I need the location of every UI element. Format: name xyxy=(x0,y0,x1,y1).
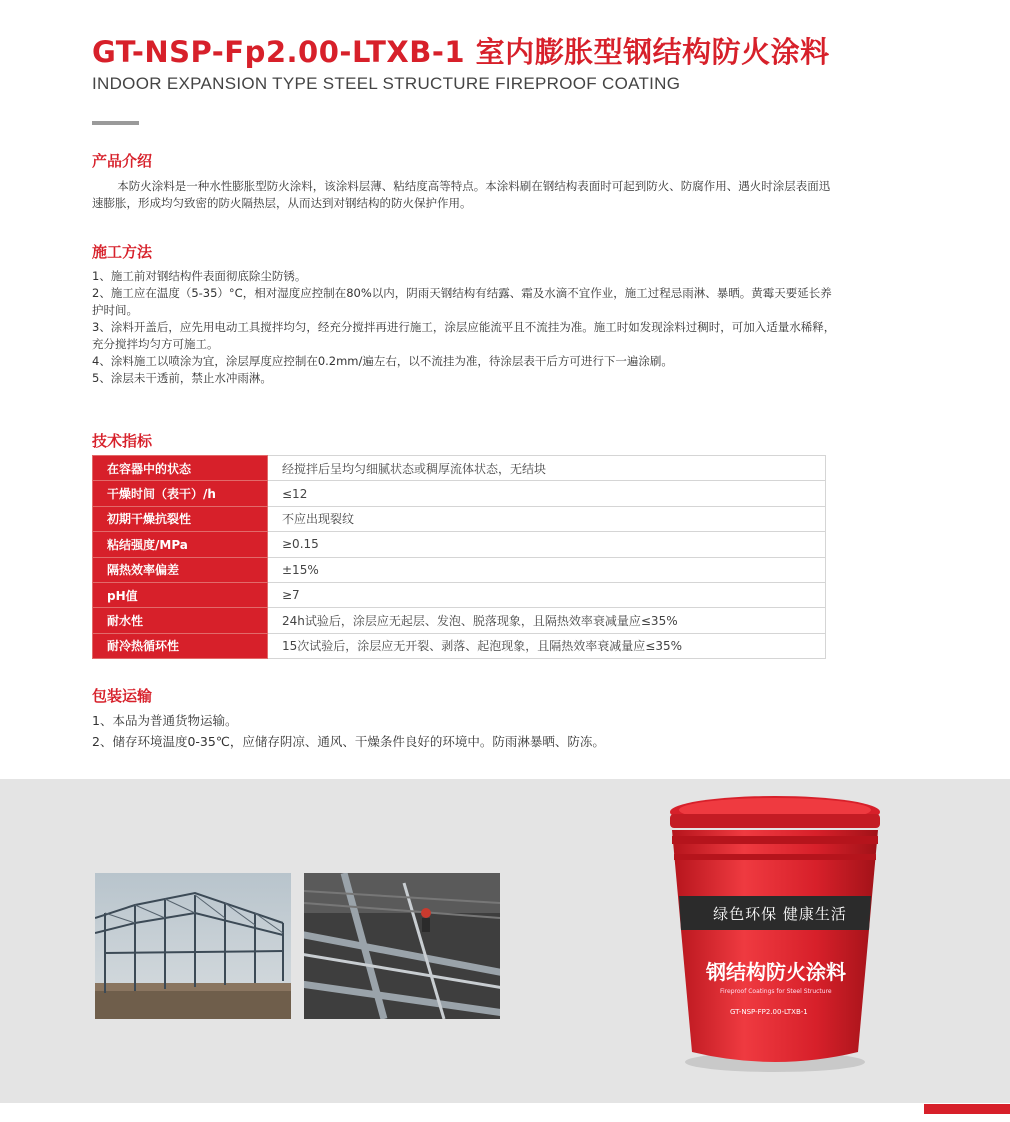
table-row xyxy=(93,582,826,607)
spec-table xyxy=(92,455,826,659)
table-row xyxy=(93,557,826,582)
title-divider xyxy=(92,121,139,125)
method-step: 1、施工前对钢结构件表面彻底除尘防锈。 xyxy=(92,269,307,283)
table-row xyxy=(93,532,826,557)
packaging-section xyxy=(92,710,837,752)
corner-accent-bar xyxy=(924,1104,1010,1114)
packaging-heading: 包装运输 xyxy=(92,687,153,705)
spec-value: 15次试验后，涂层应无开裂、剥落、起泡现象，且隔热效率衰减量应≤35% xyxy=(268,633,826,658)
spec-value: 不应出现裂纹 xyxy=(268,506,826,531)
table-row xyxy=(93,506,826,531)
page-subtitle: INDOOR EXPANSION TYPE STEEL STRUCTURE FIREPROOF COATING xyxy=(92,74,681,93)
spec-key: pH值 xyxy=(93,582,268,607)
spec-key: 隔热效率偏差 xyxy=(93,557,268,582)
intro-text: 本防火涂料是一种水性膨胀型防火涂料，该涂料层薄、粘结度高等特点。本涂料刷在钢结构表面时可起到防火、防腐作用、遇火时涂层表面迅速膨胀，形成均匀致密的防火隔热层，从而达到对钢结构的防火保护作用。 xyxy=(92,179,831,210)
bucket-model: GT-NSP-FP2.00-LTXB-1 xyxy=(730,1008,808,1016)
table-row xyxy=(93,633,826,658)
spec-value: ≥7 xyxy=(268,582,826,607)
method-section xyxy=(92,268,837,387)
table-row xyxy=(93,481,826,506)
packaging-line: 1、本品为普通货物运输。 xyxy=(92,713,238,728)
intro-section xyxy=(92,178,837,212)
bucket-band-text: 绿色环保 健康生活 xyxy=(713,905,847,923)
method-heading: 施工方法 xyxy=(92,243,153,261)
packaging-line: 2、储存环境温度0-35℃，应储存阴凉、通风、干燥条件良好的环境中。防雨淋暴晒、防冻。 xyxy=(92,734,605,749)
spec-value: ±15% xyxy=(268,557,826,582)
table-row xyxy=(93,608,826,633)
bucket-product-en: Fireproof Coatings for Steel Structure xyxy=(720,988,832,995)
spec-key: 耐冷热循环性 xyxy=(93,633,268,658)
spec-value: ≥0.15 xyxy=(268,532,826,557)
spec-value: 经搅拌后呈均匀细腻状态或稠厚流体状态，无结块 xyxy=(268,456,826,481)
table-row xyxy=(93,456,826,481)
spec-value: ≤12 xyxy=(268,481,826,506)
steel-beams-photo xyxy=(304,873,500,1019)
method-step: 3、涂料开盖后，应先用电动工具搅拌均匀，经充分搅拌再进行施工，涂层应能流平且不流挂为准。施工时如发现涂料过稠时，可加入适量水稀释，充分搅拌均匀方可施工。 xyxy=(92,320,836,351)
specs-heading: 技术指标 xyxy=(92,432,153,450)
spec-value: 24h试验后，涂层应无起层、发泡、脱落现象，且隔热效率衰减量应≤35% xyxy=(268,608,826,633)
method-step: 4、涂料施工以喷涂为宜，涂层厚度应控制在0.2mm/遍左右，以不流挂为准，待涂层表干后方可进行下一遍涂刷。 xyxy=(92,354,673,368)
page-title: GT-NSP-Fp2.00-LTXB-1 室内膨胀型钢结构防火涂料 xyxy=(92,35,830,69)
spec-key: 粘结强度/MPa xyxy=(93,532,268,557)
spec-key: 耐水性 xyxy=(93,608,268,633)
product-bucket xyxy=(660,790,890,1075)
spec-key: 在容器中的状态 xyxy=(93,456,268,481)
steel-frame-photo xyxy=(95,873,291,1019)
bucket-product-name: 钢结构防火涂料 xyxy=(706,960,846,984)
method-step: 2、施工应在温度（5-35）°C，相对湿度应控制在80%以内，阴雨天钢结构有结露、霜及水滴不宜作业，施工过程忌雨淋、暴晒。黄霉天要延长养护时间。 xyxy=(92,286,832,317)
spec-key: 初期干燥抗裂性 xyxy=(93,506,268,531)
spec-key: 干燥时间（表干）/h xyxy=(93,481,268,506)
intro-heading: 产品介绍 xyxy=(92,152,153,170)
method-step: 5、涂层未干透前，禁止水冲雨淋。 xyxy=(92,371,272,385)
